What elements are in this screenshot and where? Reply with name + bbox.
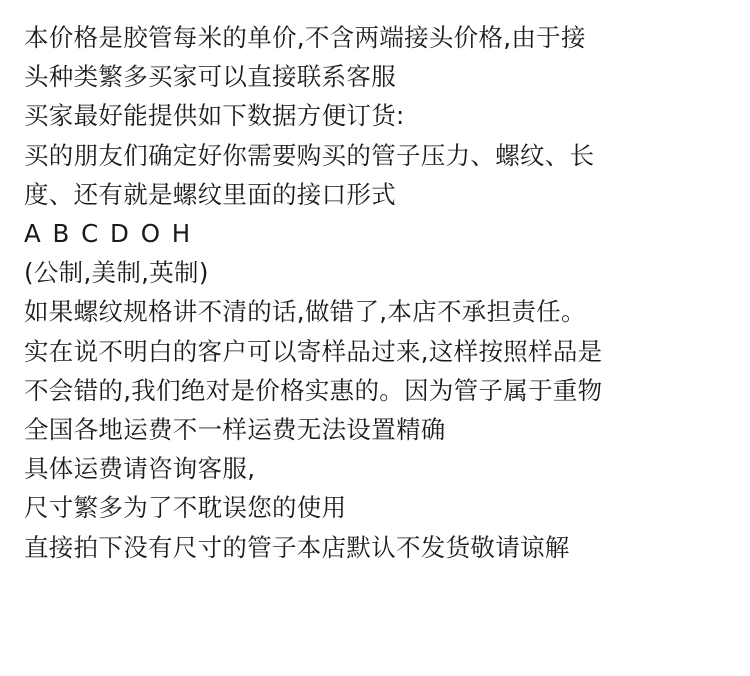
notice-line: 如果螺纹规格讲不清的话,做错了,本店不承担责任。 [24,297,586,327]
notice-line: 直接拍下没有尺寸的管子本店默认不发货敬请谅解 [24,532,570,562]
notice-line: 度、还有就是螺纹里面的接口形式 [24,179,396,209]
notice-line: 具体运费请咨询客服, [24,454,256,484]
notice-line: 买的朋友们确定好你需要购买的管子压力、螺纹、长 [24,140,595,170]
notice-line: 头种类繁多买家可以直接联系客服 [24,62,396,92]
product-notice-text [24,18,734,567]
notice-line: 尺寸繁多为了不耽误您的使用 [24,493,347,523]
notice-line: 买家最好能提供如下数据方便订货: [24,101,405,131]
notice-line-thread-standards: (公制,美制,英制) [24,258,209,288]
notice-line: 不会错的,我们绝对是价格实惠的。因为管子属于重物 [24,375,603,405]
notice-line: 实在说不明白的客户可以寄样品过来,这样按照样品是 [24,336,603,366]
notice-line: 本价格是胶管每米的单价,不含两端接头价格,由于接 [24,23,586,52]
notice-line: 全国各地运费不一样运费无法设置精确 [24,415,446,445]
notice-line-interface-types: A B C D O H [24,219,193,249]
